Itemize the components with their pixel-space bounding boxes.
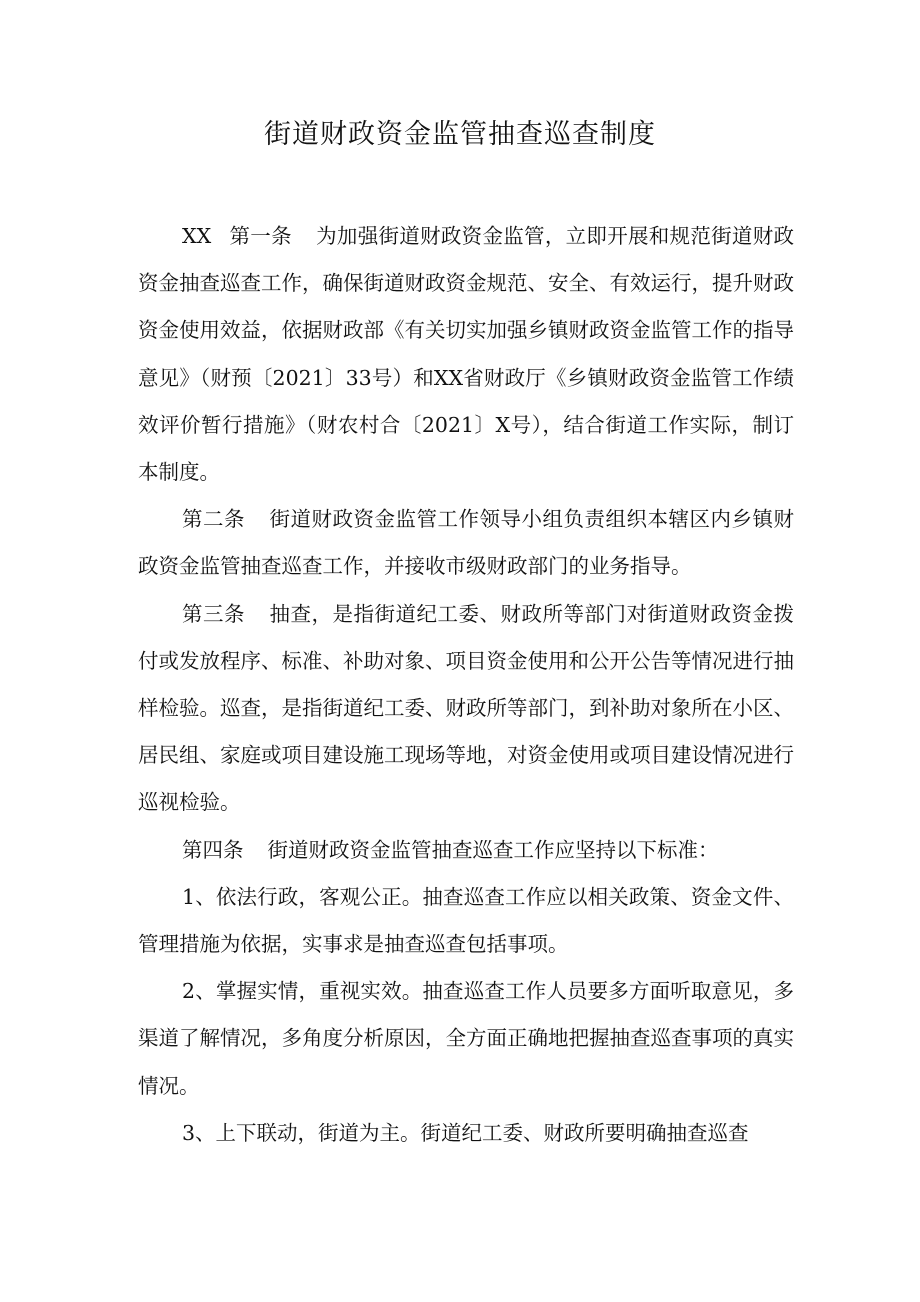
document-body xyxy=(138,213,794,1157)
list-item xyxy=(138,874,794,968)
list-item xyxy=(138,1110,794,1157)
article-text: 街道财政资金监管抽查巡查工作应坚持以下标准： xyxy=(267,837,719,862)
article-4 xyxy=(138,827,794,874)
article-text: 为加强街道财政资金监管，立即开展和规范街道财政资金抽查巡查工作，确保街道财政资金规范、安全、有效运行，提升财政资金使用效益，依据财政部《有关切实加强乡镇财政资金监管工作的指导意见》（财预〔2021〕33号）和XX省财政厅《乡镇财政资金监管工作绩效评价暂行措施》（财农村合〔2021〕X号），结合街道工作实际，制订本制度。 xyxy=(138,224,794,485)
list-item-text: 2、掌握实情，重视实效。抽查巡查工作人员要多方面听取意见，多渠道了解情况，多角度分析原因，全方面正确地把握抽查巡查事项的真实情况。 xyxy=(138,979,794,1098)
article-1 xyxy=(138,213,794,496)
article-number: 第三条 xyxy=(182,601,245,626)
list-item-text: 1、依法行政，客观公正。抽查巡查工作应以相关政策、资金文件、管理措施为依据，实事求是抽查巡查包括事项。 xyxy=(138,884,794,957)
article-number: 第四条 xyxy=(182,837,244,862)
article-3 xyxy=(138,591,794,827)
article-text: 抽查，是指街道纪工委、财政所等部门对街道财政资金拨付或发放程序、标准、补助对象、项目资金使用和公开公告等情况进行抽样检验。巡查，是指街道纪工委、财政所等部门，到补助对象所在小区、居民组、家庭或项目建设施工现场等地，对资金使用或项目建设情况进行巡视检验。 xyxy=(138,601,794,815)
list-item-text: 3、上下联动，街道为主。街道纪工委、财政所要明确抽查巡查 xyxy=(182,1120,749,1145)
document-title: 街道财政资金监管抽查巡查制度 xyxy=(264,119,656,150)
article-number: 第二条 xyxy=(182,507,245,532)
list-item xyxy=(138,968,794,1110)
article-number: 第一条 xyxy=(229,224,292,248)
article-prefix: XX xyxy=(182,224,212,248)
article-2 xyxy=(138,496,794,590)
article-text: 街道财政资金监管工作领导小组负责组织本辖区内乡镇财政资金监管抽查巡查工作，并接收市级财政部门的业务指导。 xyxy=(138,507,794,579)
